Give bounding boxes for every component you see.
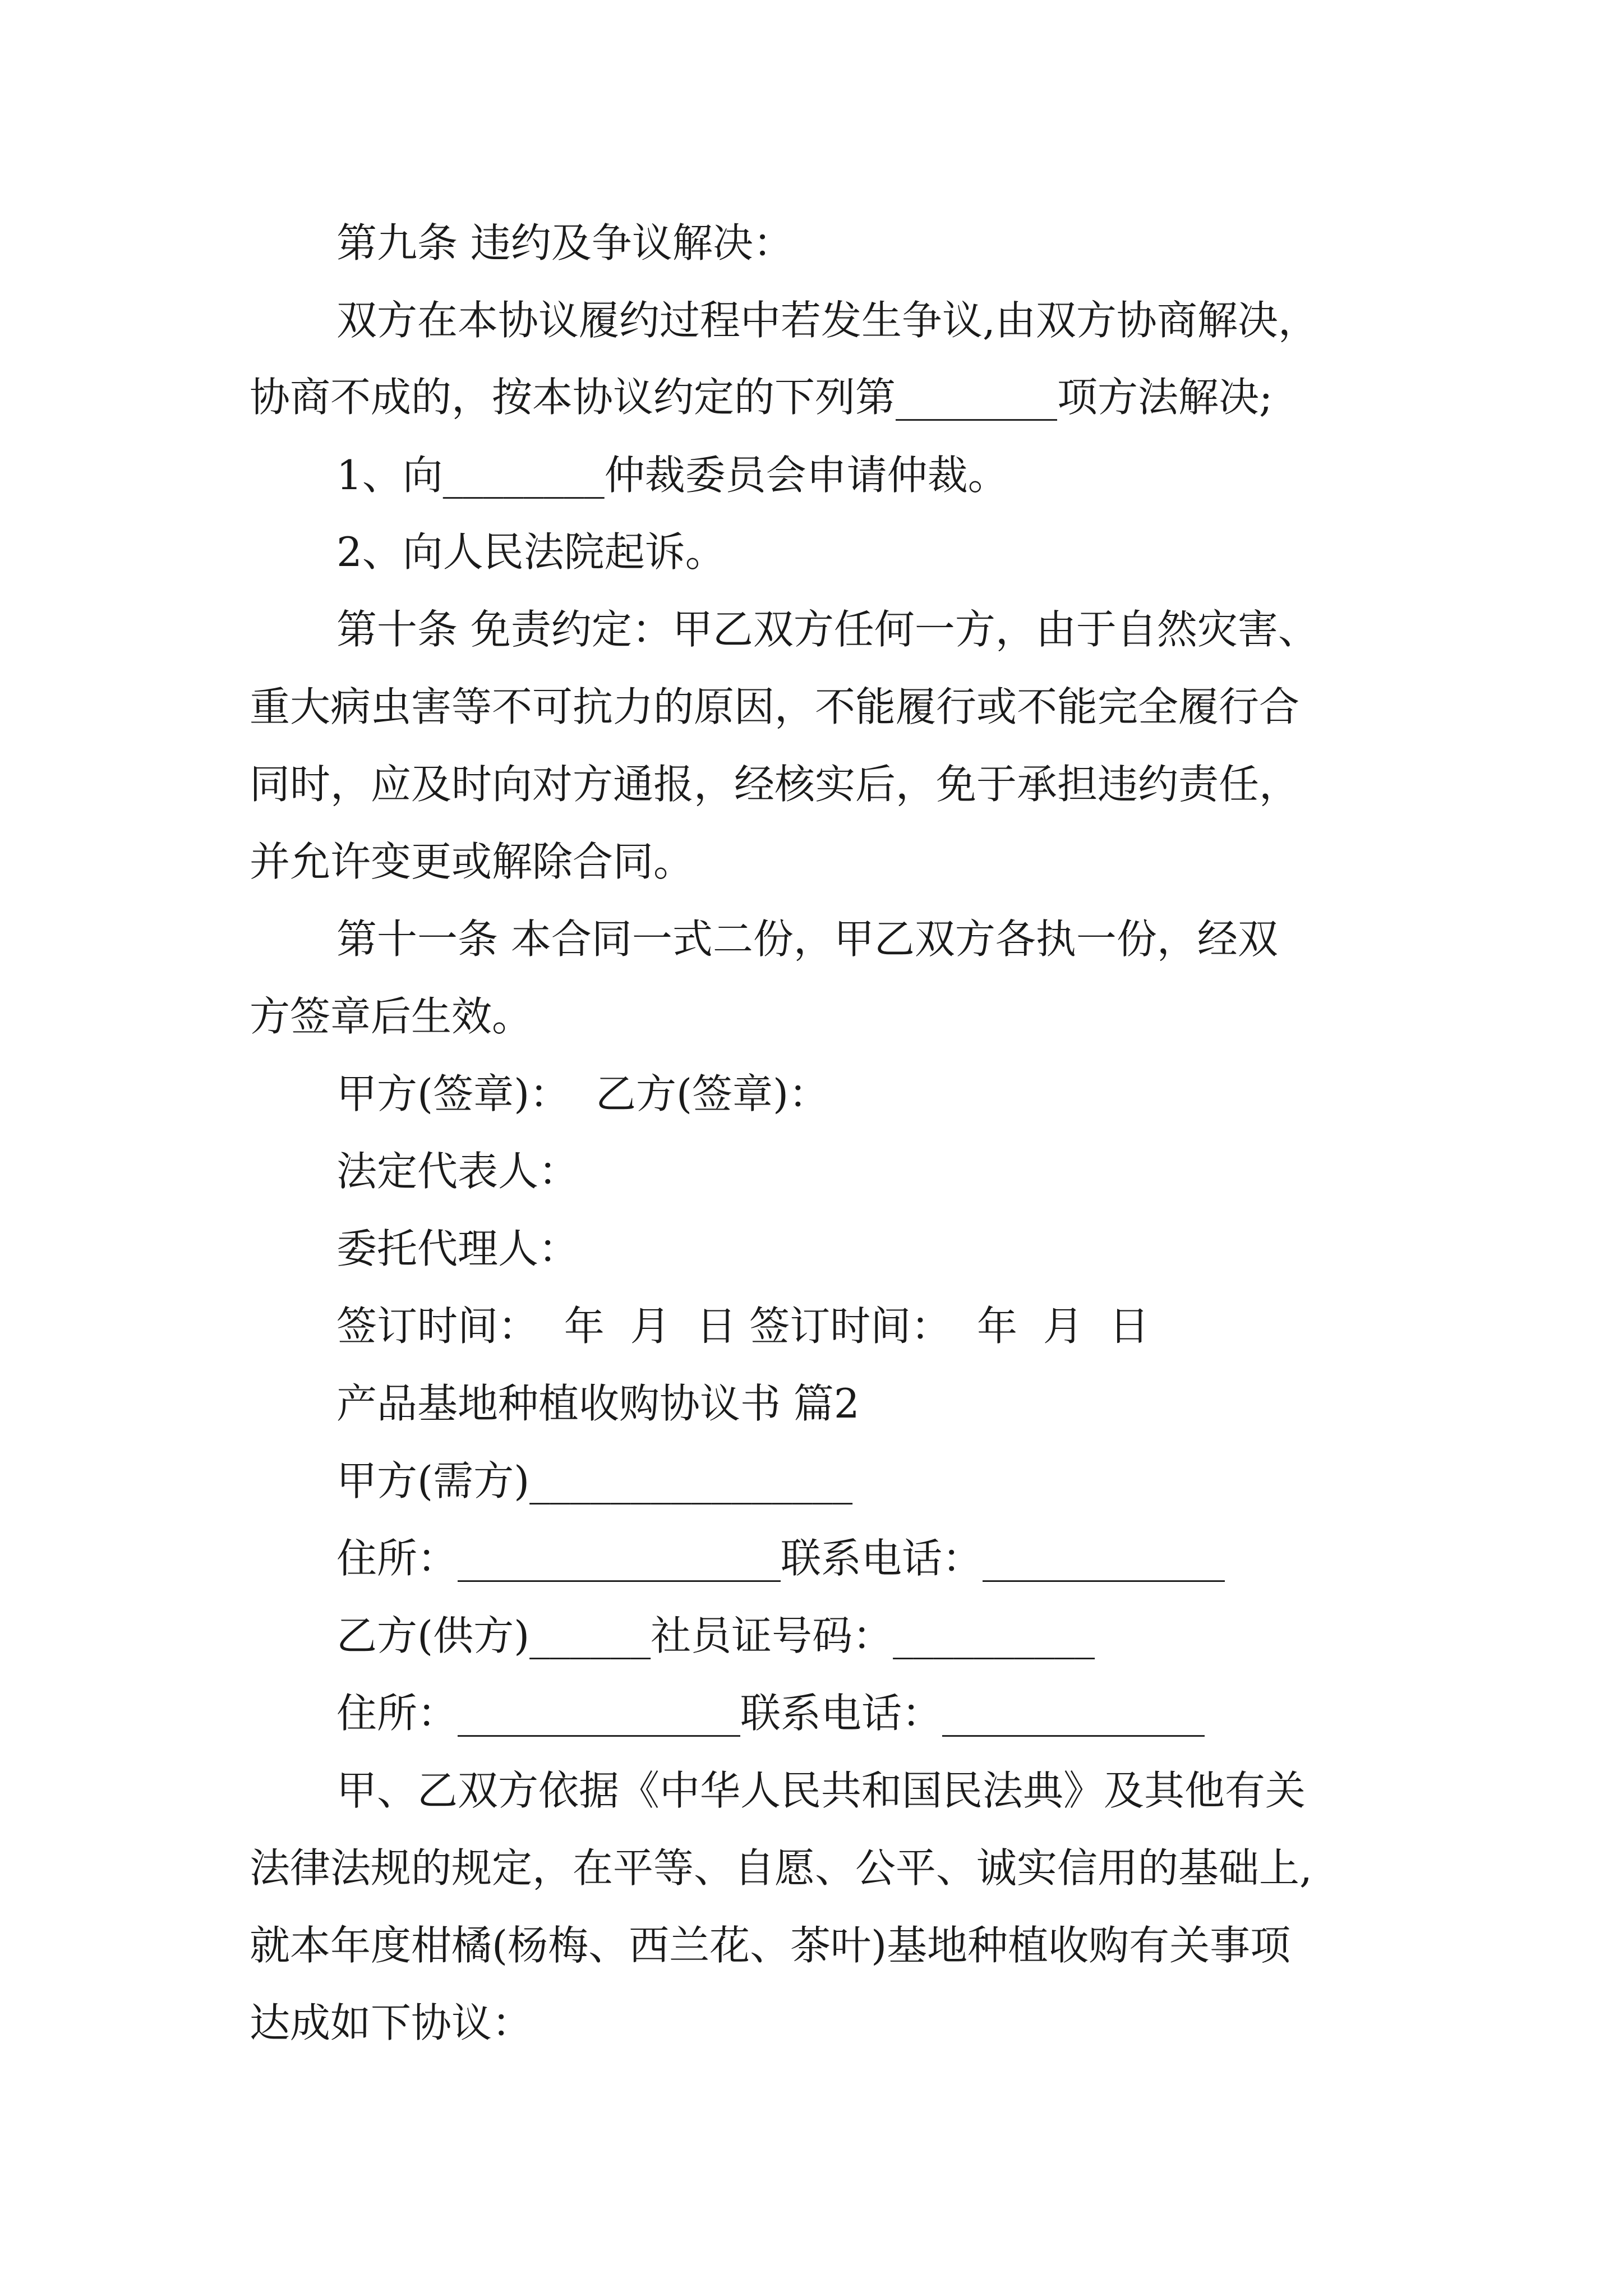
party-b-address-line: 住所：______________联系电话：_____________ xyxy=(336,1690,1205,1737)
article-11-paragraph: 第十一条 本合同一式二份，甲乙双方各执一份，经双 xyxy=(336,915,1278,963)
legal-representative-line: 法定代表人： xyxy=(336,1148,579,1195)
article-9-paragraph-cont: 协商不成的，按本协议约定的下列第________项方法解决; xyxy=(250,374,1273,421)
preamble-paragraph-cont: 法律法规的规定，在平等、自愿、公平、诚实信用的基础上, xyxy=(250,1844,1312,1892)
party-a-address-line: 住所：________________联系电话：____________ xyxy=(336,1535,1225,1582)
preamble-paragraph-cont: 就本年度柑橘(杨梅、西兰花、茶叶)基地种植收购有关事项 xyxy=(250,1922,1291,1969)
article-10-paragraph-cont: 并允许变更或解除合同。 xyxy=(250,838,694,885)
article-10-paragraph-cont: 重大病虫害等不可抗力的原因，不能履行或不能完全履行合 xyxy=(250,683,1300,730)
authorized-agent-line: 委托代理人： xyxy=(336,1225,579,1272)
party-b-line: 乙方(供方)______社员证号码：__________ xyxy=(336,1612,1095,1659)
option-arbitration: 1、向________仲裁委员会申请仲裁。 xyxy=(336,452,1008,499)
preamble-paragraph-cont: 达成如下协议： xyxy=(250,1999,533,2046)
section-title: 产品基地种植收购协议书 篇2 xyxy=(336,1380,860,1427)
article-9-paragraph: 双方在本协议履约过程中若发生争议,由双方协商解决， xyxy=(336,297,1318,344)
article-9-heading: 第九条 违约及争议解决： xyxy=(336,219,794,266)
party-a-line: 甲方(需方)________________ xyxy=(336,1457,853,1504)
preamble-paragraph: 甲、乙双方依据《中华人民共和国民法典》及其他有关 xyxy=(336,1767,1306,1814)
option-court: 2、向人民法院起诉。 xyxy=(336,528,726,576)
signing-date-line: 签订时间： 年 月 日 签订时间： 年 月 日 xyxy=(336,1303,1150,1350)
article-10-paragraph-cont: 同时，应及时向对方通报，经核实后，免于承担违约责任， xyxy=(250,761,1300,808)
article-11-paragraph-cont: 方签章后生效。 xyxy=(250,993,533,1040)
signature-parties-line: 甲方(签章)： 乙方(签章)： xyxy=(336,1070,829,1117)
article-10-paragraph: 第十条 免责约定：甲乙双方任何一方，由于自然灾害、 xyxy=(336,606,1318,653)
